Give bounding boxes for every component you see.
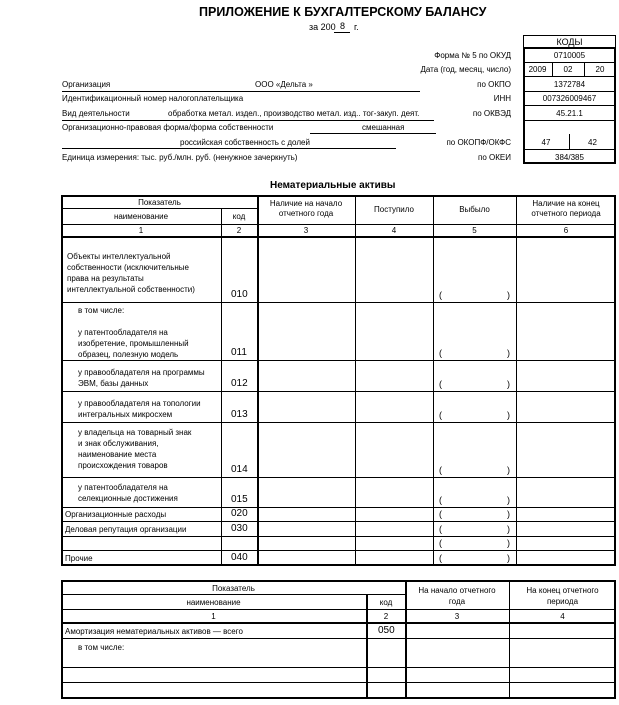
t1-row-name: Организационные расходы bbox=[65, 510, 167, 519]
t1-header-received: Поступило bbox=[374, 205, 414, 214]
t2-colnum-1: 1 bbox=[211, 612, 216, 621]
okei-label: по ОКЕИ bbox=[478, 153, 511, 162]
t1-header-indicator: Показатель bbox=[138, 198, 181, 207]
paren-open: ( bbox=[439, 509, 442, 519]
date-label: Дата (год, месяц, число) bbox=[420, 65, 511, 74]
t2-colnum-3: 3 bbox=[454, 612, 460, 621]
t1-row-code: 012 bbox=[231, 378, 248, 389]
okopf-code: 47 bbox=[541, 138, 551, 147]
t1-row-code: 014 bbox=[231, 464, 248, 475]
t2-header-indicator: Показатель bbox=[212, 584, 255, 593]
year-digit: 8 bbox=[340, 21, 346, 31]
t1-header-end: Наличие на конец отчетного периода bbox=[531, 199, 601, 218]
okopf-label: по ОКОПФ/ОКФС bbox=[446, 138, 511, 147]
t2-row-name: в том числе: bbox=[78, 643, 125, 652]
section-title: Нематериальные активы bbox=[270, 180, 396, 191]
activity-label: Вид деятельности bbox=[62, 109, 130, 118]
paren-open: ( bbox=[439, 538, 442, 548]
okpo-code: 1372784 bbox=[553, 80, 586, 89]
t1-colnum-4: 4 bbox=[391, 226, 397, 235]
okei-code: 384/385 bbox=[555, 153, 584, 162]
t1-row-code: 010 bbox=[231, 289, 248, 300]
org-value: ООО «Дельта » bbox=[255, 80, 313, 89]
t1-header-start: Наличие на начало отчетного года bbox=[269, 199, 343, 218]
unit-label: Единица измерения: тыс. руб./млн. руб. (ненужное зачеркнуть) bbox=[62, 153, 298, 162]
year-prefix: за 200 bbox=[309, 22, 336, 32]
paren-open: ( bbox=[439, 495, 442, 505]
t1-colnum-2: 2 bbox=[236, 226, 242, 235]
year-suffix: г. bbox=[354, 22, 359, 32]
paren-open: ( bbox=[439, 410, 442, 420]
t2-row-code: 050 bbox=[378, 625, 395, 636]
date-month: 02 bbox=[563, 65, 573, 74]
date-year: 2009 bbox=[528, 65, 547, 74]
form-label: Форма № 5 по ОКУД bbox=[434, 51, 511, 60]
paren-close: ) bbox=[507, 379, 510, 389]
inn-code: 007326009467 bbox=[542, 94, 597, 103]
okpo-label: по ОКПО bbox=[477, 80, 511, 89]
paren-open: ( bbox=[439, 465, 442, 475]
okfs-code: 42 bbox=[588, 138, 597, 147]
t1-header-name: наименование bbox=[113, 212, 169, 221]
t2-header-name: наименование bbox=[186, 598, 241, 607]
t2-row-name: Амортизация нематериальных активов — всего bbox=[65, 627, 243, 636]
codes-title: КОДЫ bbox=[523, 35, 616, 48]
t2-header-end: На конец отчетного периода bbox=[526, 586, 599, 606]
paren-open: ( bbox=[439, 348, 442, 358]
activity-value: обработка метал. издел., производство метал. изд.. тог-закуп. деят. bbox=[168, 109, 420, 118]
paren-open: ( bbox=[439, 290, 442, 300]
t1-row-name: у правообладателя на топологии интегральных микросхем bbox=[78, 399, 201, 419]
t2-colnum-4: 4 bbox=[560, 612, 565, 621]
date-day: 20 bbox=[595, 65, 605, 74]
paren-close: ) bbox=[507, 509, 510, 519]
t2-header-code: код bbox=[379, 598, 393, 607]
t1-colnum-6: 6 bbox=[563, 226, 569, 235]
form-code: 0710005 bbox=[553, 51, 586, 60]
org-label: Организация bbox=[62, 80, 111, 89]
paren-close: ) bbox=[507, 553, 510, 563]
t2-header-start: На начало отчетного года bbox=[418, 586, 496, 606]
okved-code: 45.21.1 bbox=[556, 109, 583, 118]
t1-row-name: Прочие bbox=[65, 554, 93, 563]
t1-row-code: 040 bbox=[231, 552, 248, 563]
t1-colnum-3: 3 bbox=[303, 226, 309, 235]
t2-colnum-2: 2 bbox=[383, 612, 389, 621]
t1-row-name: Деловая репутация организации bbox=[65, 525, 187, 534]
okved-label: по ОКВЭД bbox=[472, 109, 511, 118]
t1-row-code: 020 bbox=[231, 508, 248, 519]
paren-open: ( bbox=[439, 379, 442, 389]
t1-row-code: 030 bbox=[231, 523, 248, 534]
paren-open: ( bbox=[439, 553, 442, 563]
t1-header-code: код bbox=[232, 212, 246, 221]
t1-colnum-5: 5 bbox=[472, 226, 477, 235]
paren-close: ) bbox=[507, 495, 510, 505]
paren-close: ) bbox=[507, 465, 510, 475]
t1-row-name: Объекты интеллектуальной собственности (исключительные права на результаты интеллектуальной собственности) bbox=[67, 252, 195, 294]
t1-header-disposed: Выбыло bbox=[459, 205, 490, 214]
inn-label: ИНН bbox=[493, 94, 511, 103]
paren-close: ) bbox=[507, 290, 510, 300]
paren-close: ) bbox=[507, 524, 510, 534]
page-title: ПРИЛОЖЕНИЕ К БУХГАЛТЕРСКОМУ БАЛАНСУ bbox=[199, 5, 487, 19]
t1-row-name: у патентообладателя на селекционные достижения bbox=[78, 483, 178, 503]
t1-row-name: в том числе: у патентообладателя на изобретение, промышленный образец, полезную модель bbox=[78, 306, 189, 359]
inn-row-label: Идентификационный номер налогоплательщика bbox=[62, 94, 244, 103]
paren-close: ) bbox=[507, 348, 510, 358]
ownership-value: российская собственность с долей bbox=[180, 138, 310, 147]
paren-close: ) bbox=[507, 538, 510, 548]
t1-row-name: у владельца на товарный знак и знак обслуживания, наименование места происхождения товаров bbox=[78, 428, 192, 470]
t1-colnum-1: 1 bbox=[138, 226, 144, 235]
t1-row-code: 011 bbox=[231, 347, 247, 358]
paren-close: ) bbox=[507, 410, 510, 420]
legal-form-value: смешанная bbox=[362, 123, 405, 132]
t1-row-code: 015 bbox=[231, 494, 248, 505]
t1-row-name: у правообладателя на программы ЭВМ, базы данных bbox=[78, 368, 205, 388]
paren-open: ( bbox=[439, 524, 442, 534]
t1-row-code: 013 bbox=[231, 409, 248, 420]
legal-form-label: Организационно-правовая форма/форма собственности bbox=[62, 123, 274, 132]
